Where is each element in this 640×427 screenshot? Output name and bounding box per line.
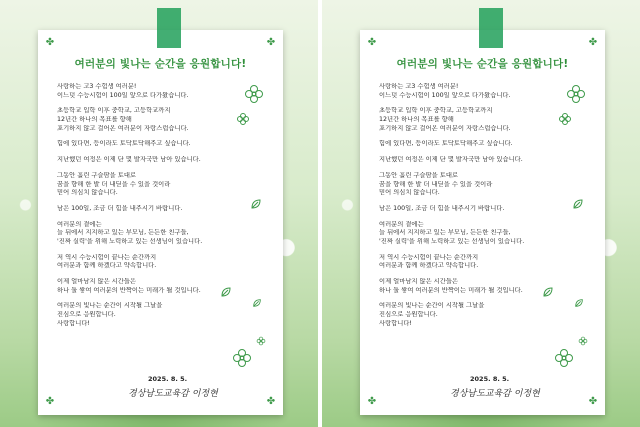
letter-line: 그동안 흘린 구슬땀을 토대로 xyxy=(379,171,458,179)
letter-line: 포기하지 않고 걸어온 여러분이 자랑스럽습니다. xyxy=(379,124,511,132)
letter-line: 초등학교 입학 이후 중학교, 고등학교까지 xyxy=(57,107,171,115)
letter-line: 포기하지 않고 걸어온 여러분이 자랑스럽습니다. xyxy=(57,124,189,132)
letter-line: 12년간 하나의 목표를 향해 xyxy=(57,115,132,123)
letter-panel-left xyxy=(0,0,318,427)
letter-line: 그동안 흘린 구슬땀을 토대로 xyxy=(57,171,136,179)
leaf-doodle-icon xyxy=(574,298,584,308)
letter-line: 초등학교 입학 이후 중학교, 고등학교까지 xyxy=(379,107,493,115)
letter-line: 사랑합니다! xyxy=(57,319,90,327)
letter-line: 12년간 하나의 목표를 향해 xyxy=(379,115,454,123)
flower-doodle-icon xyxy=(578,336,588,346)
letter-date: 2025. 8. 5. xyxy=(470,375,510,383)
letter-line: 여러분의 빛나는 순간이 시작될 그날을 xyxy=(57,302,163,310)
letter-paragraph xyxy=(379,221,594,247)
letter-paragraph xyxy=(57,254,272,271)
letter-date: 2025. 8. 5. xyxy=(148,375,188,383)
tape xyxy=(479,8,503,48)
letter-line: 사랑하는 고3 수험생 여러분! xyxy=(379,83,459,90)
letter-card xyxy=(360,30,605,415)
clover-icon: ✤ xyxy=(266,396,276,407)
flower-doodle-icon xyxy=(236,112,250,126)
leaf-doodle-icon xyxy=(252,298,262,308)
clover-icon: ✤ xyxy=(266,37,276,48)
leaf-doodle-icon xyxy=(220,286,232,298)
letter-line: 남은 100일, 조금 더 힘을 내주시기 바랍니다. xyxy=(379,204,505,212)
clover-icon: ✤ xyxy=(588,37,598,48)
letter-line: 믿어 의심치 않습니다. xyxy=(379,189,440,197)
letter-paragraph xyxy=(57,172,272,198)
letter-line: 저 역시 수능시험이 끝나는 순간까지 xyxy=(379,253,479,261)
letter-paragraph xyxy=(379,278,594,295)
letter-line: '진짜 실력'을 위해 노력하고 있는 선생님이 있습니다. xyxy=(379,237,525,245)
letter-line: 여러분의 빛나는 순간이 시작될 그날을 xyxy=(379,302,485,310)
letter-line: 여러분의 곁에는 xyxy=(57,220,102,228)
letter-line: 사랑하는 고3 수험생 여러분! xyxy=(57,83,137,90)
letter-line: 저 역시 수능시험이 끝나는 순간까지 xyxy=(57,253,157,261)
letter-line: 진심으로 응원합니다. xyxy=(379,310,438,318)
tape xyxy=(157,8,181,48)
leaf-doodle-icon xyxy=(572,198,584,210)
letter-paragraph xyxy=(57,140,272,149)
clover-icon: ✤ xyxy=(367,37,377,48)
letter-signature: 경상남도교육감 이정현 xyxy=(128,389,218,399)
letter-line: 믿어 의심치 않습니다. xyxy=(57,189,118,197)
letter-card xyxy=(38,30,283,415)
letter-line: 하나 둘 쌓여 여러분의 반짝이는 미래가 될 것입니다. xyxy=(379,286,523,294)
letter-paragraph xyxy=(379,140,594,149)
letter-paragraph xyxy=(379,254,594,271)
letter-line: 늘 뒤에서 지지하고 있는 부모님, 든든한 친구들, xyxy=(379,229,511,237)
letter-panel-right xyxy=(322,0,640,427)
letter-paragraph xyxy=(379,156,594,165)
leaf-doodle-icon xyxy=(542,286,554,298)
letter-paragraph xyxy=(379,302,594,328)
flower-doodle-icon xyxy=(256,336,266,346)
letter-paragraph xyxy=(57,205,272,214)
letter-paragraph xyxy=(379,205,594,214)
letter-signature: 경상남도교육감 이정현 xyxy=(450,389,540,399)
letter-line: 지난했던 여정은 이제 단 몇 발자국만 남아 있습니다. xyxy=(379,156,523,164)
clover-icon: ✤ xyxy=(45,396,55,407)
letter-line: 이느덧 수능시험이 100일 앞으로 다가왔습니다. xyxy=(379,91,511,99)
letter-line: 이제 얼마남지 않은 시간들은 xyxy=(379,278,458,285)
leaf-doodle-icon xyxy=(250,198,262,210)
clover-icon: ✤ xyxy=(588,396,598,407)
letter-paragraph xyxy=(57,83,272,100)
clover-icon: ✤ xyxy=(367,396,377,407)
letter-line: 이느덧 수능시험이 100일 앞으로 다가왔습니다. xyxy=(57,91,189,99)
letter-line: 지난했던 여정은 이제 단 몇 발자국만 남아 있습니다. xyxy=(57,156,201,164)
letter-paragraph xyxy=(379,83,594,100)
letter-line: 늘 뒤에서 지지하고 있는 부모님, 든든한 친구들, xyxy=(57,229,189,237)
letter-title: 여러분의 빛나는 순간을 응원합니다! xyxy=(396,58,569,70)
flower-doodle-icon xyxy=(566,84,586,104)
letter-line: 힘에 있다면, 등이라도 토닥토닥해주고 싶습니다. xyxy=(379,140,513,148)
flower-doodle-icon xyxy=(558,112,572,126)
letter-line: 이제 얼마남지 않은 시간들은 xyxy=(57,278,136,285)
letter-paragraph xyxy=(57,221,272,247)
letter-line: 여러분의 곁에는 xyxy=(379,220,424,228)
letter-line: 하나 둘 쌓여 여러분의 반짝이는 미래가 될 것입니다. xyxy=(57,286,201,294)
letter-line: '진짜 실력'을 위해 노력하고 있는 선생님이 있습니다. xyxy=(57,237,203,245)
letter-paragraph xyxy=(57,156,272,165)
flower-doodle-icon xyxy=(232,348,252,368)
letter-paragraph xyxy=(379,172,594,198)
letter-line: 여러분과 함께 하겠다고 약속합니다. xyxy=(379,262,479,270)
letter-title: 여러분의 빛나는 순간을 응원합니다! xyxy=(74,58,247,70)
letter-line: 꿈을 향해 한 발 더 내딛을 수 있을 것이라 xyxy=(379,180,493,188)
flower-doodle-icon xyxy=(244,84,264,104)
letter-line: 여러분과 함께 하겠다고 약속합니다. xyxy=(57,262,157,270)
letter-paragraph xyxy=(57,278,272,295)
letter-paragraph xyxy=(57,302,272,328)
letter-line: 진심으로 응원합니다. xyxy=(57,310,116,318)
letter-line: 꿈을 향해 한 발 더 내딛을 수 있을 것이라 xyxy=(57,180,171,188)
letter-line: 힘에 있다면, 등이라도 토닥토닥해주고 싶습니다. xyxy=(57,140,191,148)
flower-doodle-icon xyxy=(554,348,574,368)
letter-line: 남은 100일, 조금 더 힘을 내주시기 바랍니다. xyxy=(57,204,183,212)
clover-icon: ✤ xyxy=(45,37,55,48)
letter-line: 사랑합니다! xyxy=(379,319,412,327)
